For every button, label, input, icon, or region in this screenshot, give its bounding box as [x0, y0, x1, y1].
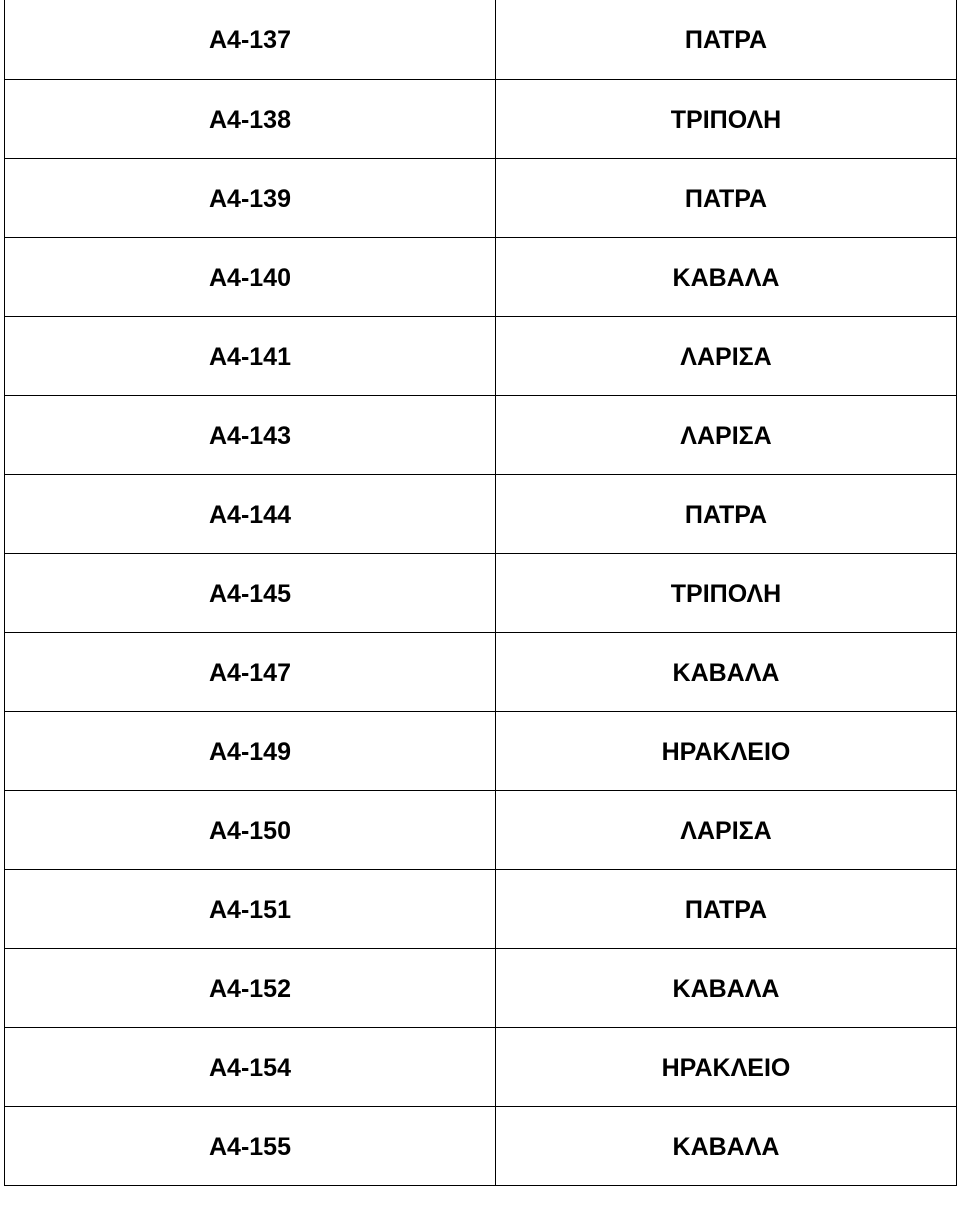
table-row [5, 1106, 957, 1185]
city-text: ΤΡΙΠΟΛΗ [670, 579, 782, 608]
code-cell [5, 237, 496, 316]
code-text: A4-154 [209, 1053, 291, 1082]
table-row [5, 0, 957, 79]
code-cell [5, 553, 496, 632]
city-text: ΛΑΡΙΣΑ [680, 816, 772, 845]
code-cell [5, 0, 496, 79]
city-text: ΗΡΑΚΛΕΙΟ [661, 1053, 791, 1082]
city-text: ΚΑΒΑΛΑ [672, 974, 780, 1003]
code-cell [5, 869, 496, 948]
city-cell [496, 316, 957, 395]
city-cell [496, 395, 957, 474]
code-text: A4-141 [209, 342, 291, 371]
code-cell [5, 474, 496, 553]
city-text: ΤΡΙΠΟΛΗ [670, 105, 782, 134]
table-body [5, 0, 957, 1185]
city-cell [496, 869, 957, 948]
code-text: A4-145 [209, 579, 291, 608]
code-cell [5, 948, 496, 1027]
city-cell [496, 0, 957, 79]
city-text: ΚΑΒΑΛΑ [672, 658, 780, 687]
code-cell [5, 711, 496, 790]
table-row [5, 474, 957, 553]
code-text: A4-139 [209, 184, 291, 213]
code-text: A4-140 [209, 263, 291, 292]
city-cell [496, 237, 957, 316]
code-text: A4-151 [209, 895, 291, 924]
code-text: A4-147 [209, 658, 291, 687]
city-cell [496, 158, 957, 237]
city-text: ΠΑΤΡΑ [684, 500, 768, 529]
table-row [5, 158, 957, 237]
city-text: ΚΑΒΑΛΑ [672, 263, 780, 292]
city-cell [496, 1027, 957, 1106]
city-cell [496, 632, 957, 711]
code-text: A4-137 [209, 26, 291, 55]
code-text: A4-149 [209, 737, 291, 766]
city-cell [496, 474, 957, 553]
city-cell [496, 711, 957, 790]
code-cell [5, 1106, 496, 1185]
code-cell [5, 1027, 496, 1106]
table-row [5, 79, 957, 158]
city-text: ΠΑΤΡΑ [684, 184, 768, 213]
city-cell [496, 948, 957, 1027]
city-text: ΗΡΑΚΛΕΙΟ [661, 737, 791, 766]
code-text: A4-152 [209, 974, 291, 1003]
table-row [5, 632, 957, 711]
code-text: A4-150 [209, 816, 291, 845]
city-text: ΠΑΤΡΑ [684, 895, 768, 924]
code-text: A4-155 [209, 1132, 291, 1161]
city-text: ΛΑΡΙΣΑ [680, 342, 772, 371]
city-cell [496, 790, 957, 869]
code-cell [5, 158, 496, 237]
table-row [5, 553, 957, 632]
code-cell [5, 79, 496, 158]
code-cell [5, 316, 496, 395]
city-cell [496, 553, 957, 632]
code-cell [5, 790, 496, 869]
code-text: A4-143 [209, 421, 291, 450]
table-row [5, 395, 957, 474]
city-cell [496, 1106, 957, 1185]
table-row [5, 948, 957, 1027]
table-row [5, 790, 957, 869]
city-text: ΛΑΡΙΣΑ [680, 421, 772, 450]
code-text: A4-138 [209, 105, 291, 134]
code-cell [5, 395, 496, 474]
table-row [5, 869, 957, 948]
code-city-table [4, 0, 957, 1186]
city-cell [496, 79, 957, 158]
city-text: ΠΑΤΡΑ [684, 26, 768, 55]
code-text: A4-144 [209, 500, 291, 529]
table-row [5, 711, 957, 790]
table-row [5, 1027, 957, 1106]
city-text: ΚΑΒΑΛΑ [672, 1132, 780, 1161]
table-row [5, 316, 957, 395]
code-cell [5, 632, 496, 711]
table-row [5, 237, 957, 316]
